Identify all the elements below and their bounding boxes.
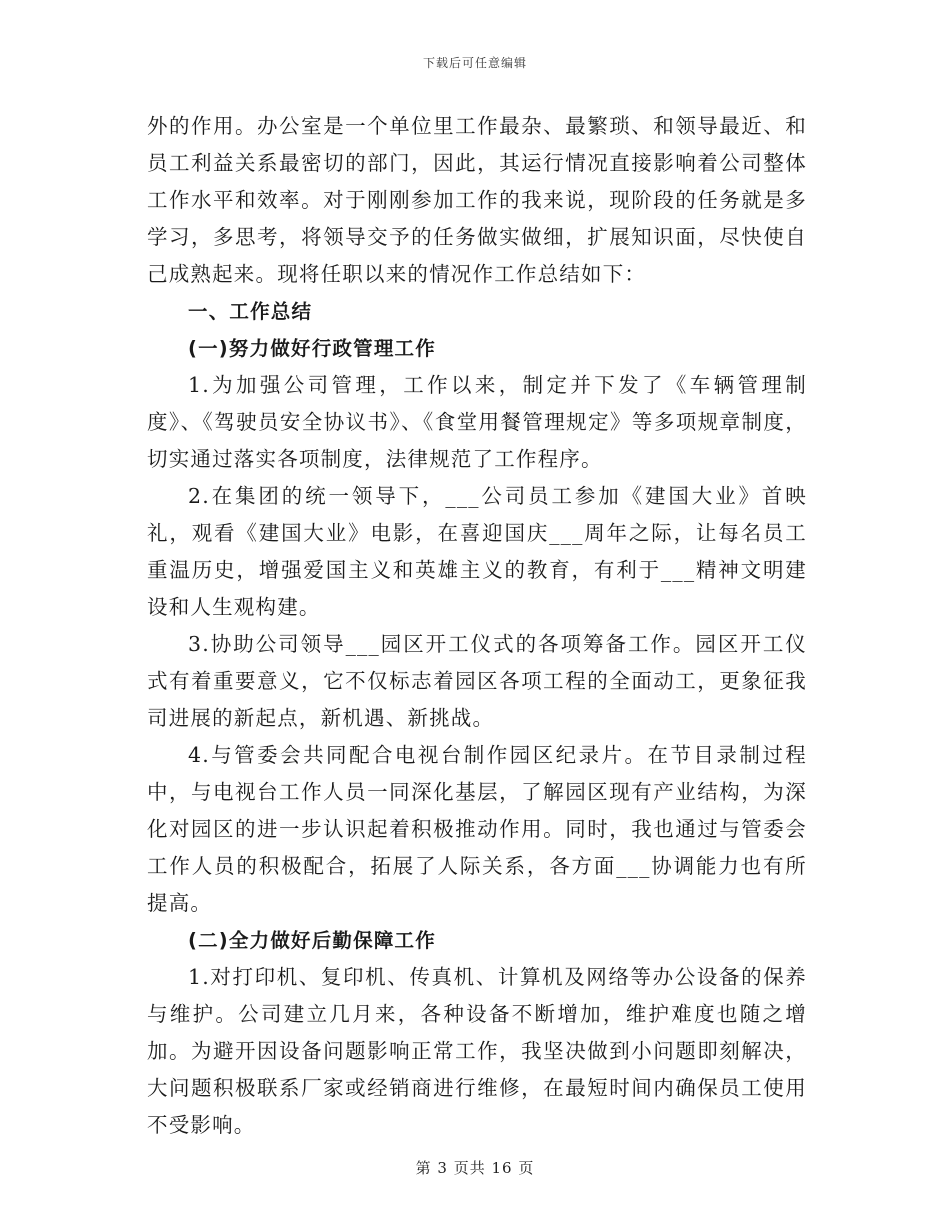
page-footer: 第 3 页共 16 页 xyxy=(415,1159,535,1177)
paragraph-item-2: 2.在集团的统一领导下，___公司员工参加《建国大业》首映礼，观看《建国大业》电影，在喜迎国庆___周年之际，让每名员工重温历史，增强爱国主义和英雄主义的教育，有利于___精神文明建设和人生观构建。 xyxy=(147,484,807,619)
paragraph-item-4: 4.与管委会共同配合电视台制作园区纪录片。在节目录制过程中，与电视台工作人员一同深化基层，了解园区现有产业结构，为深化对园区的进一步认识起着积极推动作用。同时，我也通过与管委会工作人员的积极配合，拓展了人际关系，各方面___协调能力也有所提高。 xyxy=(147,743,807,915)
subsection-heading-admin: (一)努力做好行政管理工作 xyxy=(188,337,436,360)
paragraph-logistics-item-1: 1.对打印机、复印机、传真机、计算机及网络等办公设备的保养与维护。公司建立几月来，各种设备不断增加，维护难度也随之增加。为避开因设备问题影响正常工作，我坚决做到小问题即刻解决，大问题积极联系厂家或经销商进行维修，在最短时间内确保员工使用不受影响。 xyxy=(147,965,807,1137)
paragraph-item-3: 3.协助公司领导___园区开工仪式的各项筹备工作。园区开工仪式有着重要意义，它不仅标志着园区各项工程的全面动工，更象征我司进展的新起点，新机遇、新挑战。 xyxy=(147,632,807,730)
subsection-heading-logistics: (二)全力做好后勤保障工作 xyxy=(188,929,436,952)
paragraph-item-1: 1.为加强公司管理，工作以来，制定并下发了《车辆管理制度》、《驾驶员安全协议书》、《食堂用餐管理规定》等多项规章制度，切实通过落实各项制度，法律规范了工作程序。 xyxy=(147,373,807,471)
header-note: 下载后可任意编辑 xyxy=(422,56,527,70)
section-heading-work-summary: 一、工作总结 xyxy=(188,300,313,323)
document-body xyxy=(147,108,807,1144)
paragraph-intro: 外的作用。办公室是一个单位里工作最杂、最繁琐、和领导最近、和员工利益关系最密切的部门，因此，其运行情况直接影响着公司整体工作水平和效率。对于刚刚参加工作的我来说，现阶段的任务就是多学习，多思考，将领导交予的任务做实做细，扩展知识面，尽快使自己成熟起来。现将任职以来的情况作工作总结如下： xyxy=(147,114,807,286)
